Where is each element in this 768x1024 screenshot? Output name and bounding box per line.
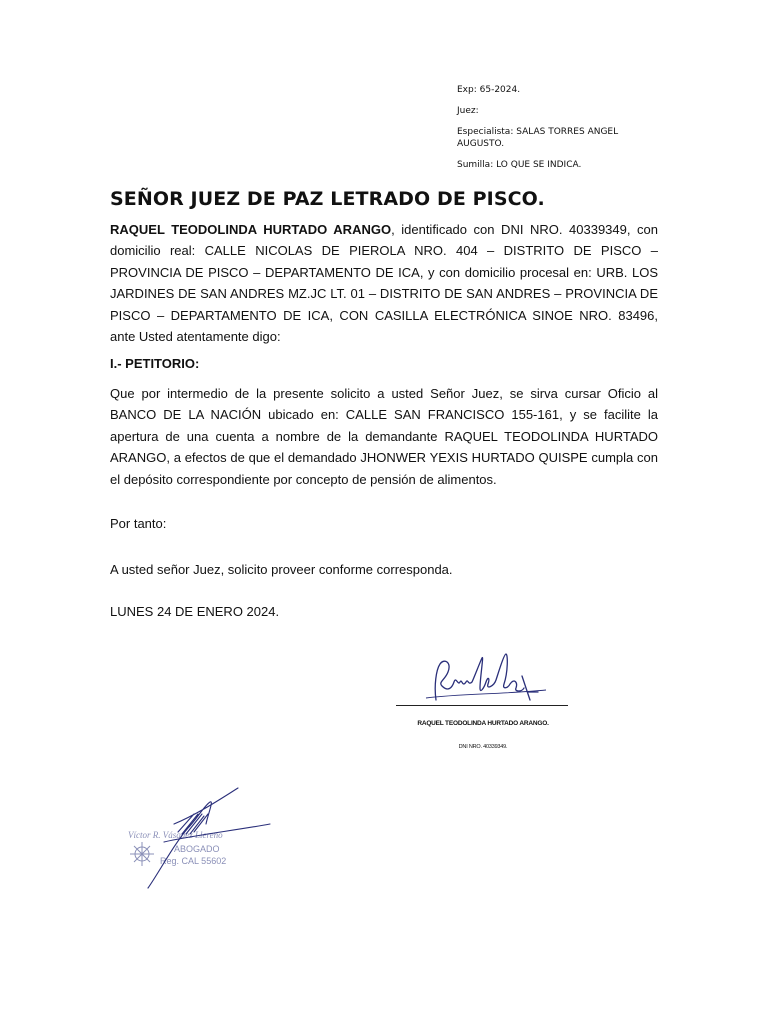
petitorio-body: Que por intermedio de la presente solicito a usted Señor Juez, se sirva cursar Oficio al BANCO DE LA NACIÓN ubicado en: CALLE SAN FRANCISCO 155-161, y se facilite la apertura de una cuenta a nombre de la demandante RAQUEL TEODOLINDA HURTADO ARANGO, a efectos de que el demandado JHONWER YEXIS HURTADO QUISPE cumpla con el depósito correspondiente por concepto de pensión de alimentos.	[110, 386, 658, 487]
signature-line	[396, 705, 568, 706]
request-line: A usted señor Juez, solicito proveer conforme corresponda.	[110, 562, 453, 577]
signatory-name: RAQUEL TEODOLINDA HURTADO ARANGO.	[417, 720, 549, 727]
handwritten-signature	[396, 648, 576, 712]
intro-text: , identificado con DNI NRO. 40339349, con domicilio real: CALLE NICOLAS DE PIEROLA NRO. 404 – DISTRITO DE PISCO – PROVINCIA DE PISCO – DEPARTAMENTO DE ICA, y con domicilio procesal en: URB. LOS JARDINES DE SAN ANDRES MZ.JC LT. 01 – DISTRITO DE SAN ANDRES – PROVINCIA DE PISCO – DEPARTAMENTO DE ICA, CON CASILLA ELECTRÓNICA SINOE NRO. 83496, ante Usted atentamente digo:	[110, 222, 658, 345]
especialista-value: SALAS TORRES ANGEL AUGUSTO.	[457, 127, 619, 149]
stamp-registration: Reg. CAL 55602	[160, 856, 227, 866]
intro-paragraph	[110, 219, 658, 347]
date-line: LUNES 24 DE ENERO 2024.	[110, 604, 280, 619]
especialista-line	[457, 126, 647, 150]
case-header	[457, 84, 647, 180]
signature-block	[396, 648, 576, 760]
expediente-line: Exp: 65-2024.	[457, 85, 521, 95]
document-title: SEÑOR JUEZ DE PAZ LETRADO DE PISCO.	[110, 188, 545, 210]
plaintiff-name: RAQUEL TEODOLINDA HURTADO ARANGO	[110, 222, 392, 237]
sumilla-value: LO QUE SE INDICA.	[496, 160, 582, 170]
sumilla-line	[457, 159, 647, 171]
stamp-title: ABOGADO	[174, 844, 220, 854]
sumilla-label: Sumilla:	[457, 160, 494, 170]
especialista-label: Especialista:	[457, 127, 514, 137]
petitorio-heading: I.- PETITORIO:	[110, 356, 200, 371]
stamp-emblem-icon	[130, 842, 154, 866]
por-tanto: Por tanto:	[110, 516, 167, 531]
signatory-dni: DNI NRO. 40339349.	[458, 744, 508, 750]
lawyer-stamp	[118, 784, 278, 894]
juez-line: Juez:	[457, 106, 479, 116]
stamp-lawyer-name: Víctor R. Vásquez Llereno	[128, 830, 223, 840]
